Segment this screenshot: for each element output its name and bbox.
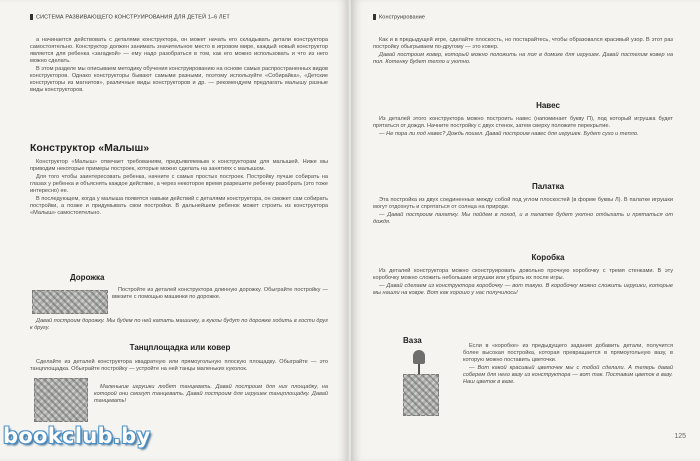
flower-icon [413, 350, 425, 364]
flower-stem [418, 364, 420, 374]
subsection-title: Коробка [531, 253, 565, 262]
paragraph: — Вот какой красивый цветочек мы с тобой сделали. А теперь давай соберем для него вазу из конструктора — вот так. Поставим цветок в вазу. Наш цветок в вазе. [463, 365, 673, 385]
paragraph: Давай построим ковер, который можно положить на пол в домике для игрушек. Давай постелим ковер на пол. Котенку будет тепло и уютно. [373, 52, 673, 65]
running-header-text: Конструирование [379, 14, 426, 21]
subsection-title: Дорожка [70, 273, 105, 282]
left-intro [30, 37, 328, 95]
header-marker [30, 14, 33, 20]
naves-text [373, 116, 673, 139]
subsection-title: Навес [536, 101, 560, 110]
running-header-left [30, 14, 230, 24]
paragraph: Постройте из деталей конструктора длинную дорожку. Обыграйте постройку — ввезите с помощью машинки по дорожке. [112, 287, 328, 300]
tanc-dialog [94, 384, 328, 406]
dorozhka-text [112, 287, 328, 302]
paragraph: — Не пора ли под навес? Дождь пошел. Давай построим навес для игрушек. Будет сухо и тепло. [379, 131, 639, 137]
paragraph: Давай построим дорожку. Мы будем по ней катать машинку, а куклы будут по дорожке ходить в гости друг к другу. [30, 318, 328, 331]
paragraph: Для того чтобы заинтересовать ребенка, начните с самых простых построек. Постройку лучше собирать на глазах у ребенка и объяснять каждое действие, а через некоторое время разрешите ребенку разобрать (это тоже интересно) ее. [30, 174, 328, 194]
dorozhka-illustration [32, 290, 108, 314]
subsection-title: Палатка [531, 182, 565, 191]
running-header-text: СИСТЕМА РАЗВИВАЮЩЕГО КОНСТРУИРОВАНИЯ ДЛЯ ДЕТЕЙ 1–6 ЛЕТ [36, 14, 230, 21]
right-intro [373, 37, 673, 67]
vaza-text [463, 343, 673, 387]
subsection-title: Ваза [403, 336, 422, 345]
left-page [0, 0, 349, 461]
running-header-right [373, 14, 425, 24]
paragraph: Маленькие игрушки любят танцевать. Давай построим для них площадку, на которой они смогут танцевать. Давай построим для игрушек танцплощадку. Давай танцевать! [94, 384, 328, 404]
tanc-text [30, 359, 328, 374]
watermark-logo: bookclub.by [3, 424, 151, 448]
vase-illustration [397, 350, 443, 420]
paragraph: В этом разделе мы описываем методику обучения конструированию на основе самых распространенных видов конструкторов. Однако конструкторы бывают самыми разными, поэтому используйте «Собирайка», «Детские конструкторы из магнитов», различные виды конструкторов и др. — рекомендуем предлагать малышу разные виды конструкторов. [30, 66, 328, 93]
subsection-title: Танцплощадка или ковер [129, 343, 231, 352]
tanc-illustration [34, 378, 88, 422]
paragraph: Сделайте из деталей конструктора квадратную или прямоугольную плоскую площадку. Обыграйте — это танцплощадка. Обыграйте постройку — устройте на ней танцы маленьких куколок. [30, 359, 328, 372]
dorozhka-dialog [30, 318, 328, 333]
paragraph: В последующем, когда у малыша появятся навыки действий с деталями конструктора, он сможет сам собирать постройки, а позже и придумывать свои постройки. В дальнейшем ребенок может строить из конструктора «Малыш» самостоятельно. [30, 196, 328, 216]
paragraph: Из деталей этого конструктора можно построить навес (напоминает букву П), под который игрушка будет прятаться от дождя. Начните постройку с двух стенок, затем сверху положите перекрытие. [373, 116, 673, 129]
paragraph: Эта постройка из двух соединенных между собой под углом плоскостей (в форме буквы Л). В палатке игрушки могут отдохнуть и спрятаться от солнца на природе. [373, 197, 673, 210]
paragraph: — Давай построим палатку. Мы пойдем в поход, и в палатке будет уютно отдыхать и прятаться от дождя. [373, 212, 673, 225]
paragraph: Из деталей конструктора можно сконструировать довольно прочную коробочку с тремя стенками. В эту коробочку можно сложить небольшие игрушки или убрать их после игры. [373, 268, 673, 281]
palatka-text [373, 197, 673, 227]
section-title: Конструктор «Малыш» [30, 142, 150, 154]
header-marker [373, 14, 376, 20]
paragraph: Конструктор «Малыш» отвечает требованиям, предъявляемым к конструкторам для малышей. Ниже мы приводим некоторые примеры построек, которые можно сделать на занятиях с малышом. [30, 159, 328, 172]
korobka-text [373, 268, 673, 298]
paragraph: Если в «коробке» из предыдущего задания добавить детали, получится более высокая постройка, которая превращается в прямоугольную вазу, в которую можно поставить цветочки. [463, 343, 673, 363]
right-page [351, 0, 700, 461]
left-section-text [30, 159, 328, 218]
vase-body [403, 374, 439, 416]
paragraph: Как и в предыдущей игре, сделайте плоскость, но постарайтесь, чтобы образовался красивый узор. В этот раз постройку обыгрываем по-другому — это ковер. [373, 37, 673, 50]
page-number: 125 [674, 433, 686, 440]
paragraph: а начинается действовать с деталями конструктора, он может начать его складывать детали конструктора самостоятельно. Конструктор должен занимать значительное место в игровом мире, каждый новый конструктор является для ребенка «загадкой» — ему надо разобраться в том, как его можно использовать и что из него можно сделать. [30, 37, 328, 64]
paragraph: — Давай сделаем из конструктора коробочку — вот такую. В коробочку можно сложить игрушки, которые мы нашли на ковре. Вот как хорошо у нас получилось! [373, 283, 673, 296]
